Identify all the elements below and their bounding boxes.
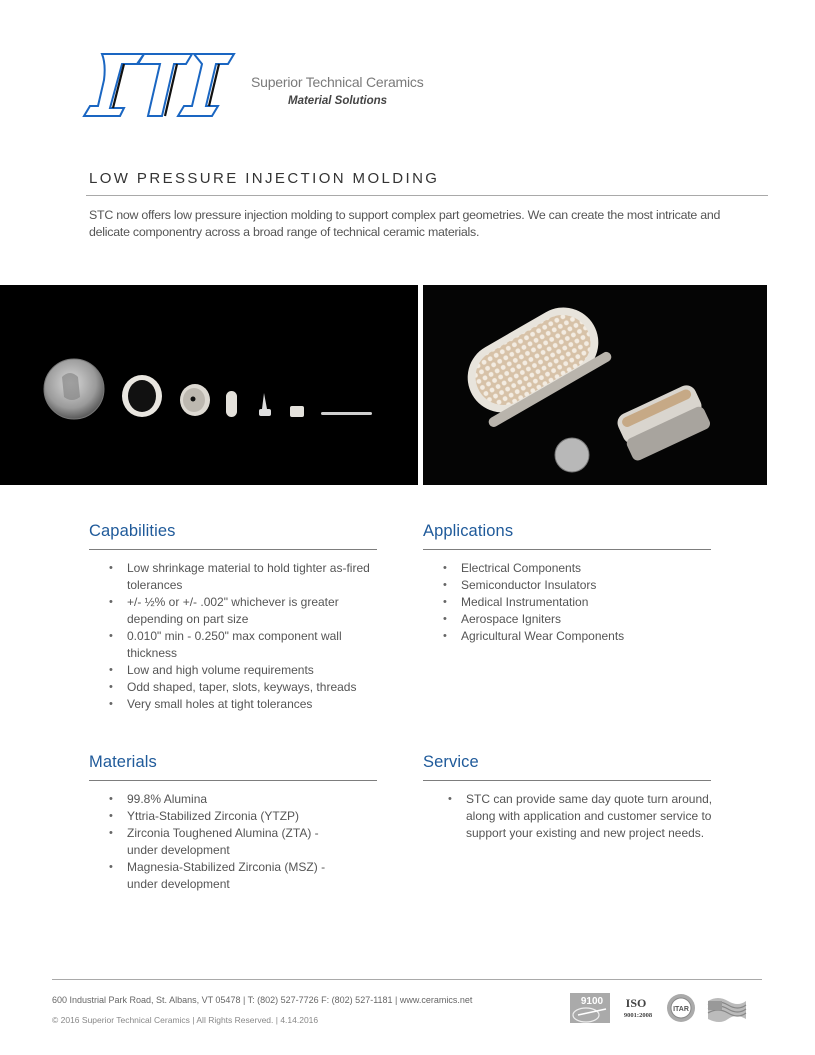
list-item: • Semiconductor Insulators (443, 578, 597, 592)
footer-divider (52, 979, 762, 980)
applications-list (423, 560, 711, 645)
bullet-icon: • (109, 793, 113, 805)
company-tagline: Material Solutions (288, 95, 388, 107)
company-name: Superior Technical Ceramics (251, 74, 424, 90)
product-photo-small-parts (0, 285, 418, 485)
footer-copyright: © 2016 Superior Technical Ceramics | All Rights Reserved. | 4.14.2016 (52, 1015, 319, 1025)
page-title: LOW PRESSURE INJECTION MOLDING (89, 170, 440, 187)
svg-text:9100: 9100 (580, 996, 604, 1007)
stc-logo-icon (82, 50, 237, 120)
list-item: • +/- ½% or +/- .002" whichever is greater depending on part size (109, 595, 339, 626)
list-item: • Medical Instrumentation (443, 595, 589, 609)
applications-section (423, 522, 711, 645)
bullet-icon: • (109, 562, 113, 574)
capabilities-heading: Capabilities (89, 522, 176, 540)
list-item: • Electrical Components (443, 561, 582, 575)
list-item: • 99.8% Alumina (109, 792, 208, 806)
capabilities-list (89, 560, 377, 713)
materials-heading: Materials (89, 753, 157, 771)
itar-badge-icon (666, 993, 696, 1023)
list-item: • Low shrinkage material to hold tighter as-fired tolerances (109, 561, 370, 592)
service-heading: Service (423, 753, 479, 771)
bullet-icon: • (443, 562, 447, 574)
bullet-icon: • (109, 664, 113, 676)
svg-text:ITAR: ITAR (673, 1006, 689, 1013)
section-divider (423, 549, 711, 550)
product-photo-large-parts (423, 285, 767, 485)
bullet-icon: • (109, 698, 113, 710)
materials-list (89, 791, 377, 893)
bullet-icon: • (109, 810, 113, 822)
list-item: • Zirconia Toughened Alumina (ZTA) - under development (109, 826, 319, 857)
section-divider (89, 549, 377, 550)
service-list (423, 791, 711, 842)
list-item: • Low and high volume requirements (109, 663, 314, 677)
bullet-icon: • (109, 630, 113, 642)
section-divider (423, 780, 711, 781)
bullet-icon: • (443, 630, 447, 642)
list-item: • 0.010" min - 0.250" max component wall thickness (109, 629, 342, 660)
list-item: • Very small holes at tight tolerances (109, 697, 313, 711)
bullet-icon: • (109, 861, 113, 873)
capabilities-section (89, 522, 377, 713)
materials-section (89, 753, 377, 893)
list-item: • Agricultural Wear Components (443, 629, 625, 643)
as9100-badge-icon (570, 993, 610, 1023)
bullet-icon: • (109, 827, 113, 839)
bullet-icon: • (443, 596, 447, 608)
bullet-icon: • (448, 793, 452, 805)
bullet-icon: • (443, 579, 447, 591)
list-item: • Magnesia-Stabilized Zirconia (MSZ) - under development (109, 860, 326, 891)
section-divider (89, 780, 377, 781)
service-section (423, 753, 711, 842)
svg-text:ISO: ISO (625, 996, 647, 1010)
bullet-icon: • (109, 596, 113, 608)
us-flag-icon (706, 993, 748, 1023)
list-item: • Yttria-Stabilized Zirconia (YTZP) (109, 809, 300, 823)
footer-address: 600 Industrial Park Road, St. Albans, VT 05478 | T: (802) 527-7726 F: (802) 527-1181 | www.ceramics.net (52, 995, 473, 1005)
applications-heading: Applications (423, 522, 514, 540)
bullet-icon: • (443, 613, 447, 625)
list-item: • Odd shaped, taper, slots, keyways, threads (109, 680, 357, 694)
svg-text:9001:2008: 9001:2008 (623, 1012, 653, 1019)
list-item: • STC can provide same day quote turn around, along with application and customer service to support your existing and new project needs. (448, 792, 713, 840)
title-divider (86, 195, 768, 196)
list-item: • Aerospace Igniters (443, 612, 562, 626)
iso-9001-badge-icon (620, 993, 656, 1023)
intro-paragraph: STC now offers low pressure injection molding to support complex part geometries. We can create the most intricate and delicate componentry across a broad range of technical ceramic materials. (89, 208, 721, 239)
bullet-icon: • (109, 681, 113, 693)
